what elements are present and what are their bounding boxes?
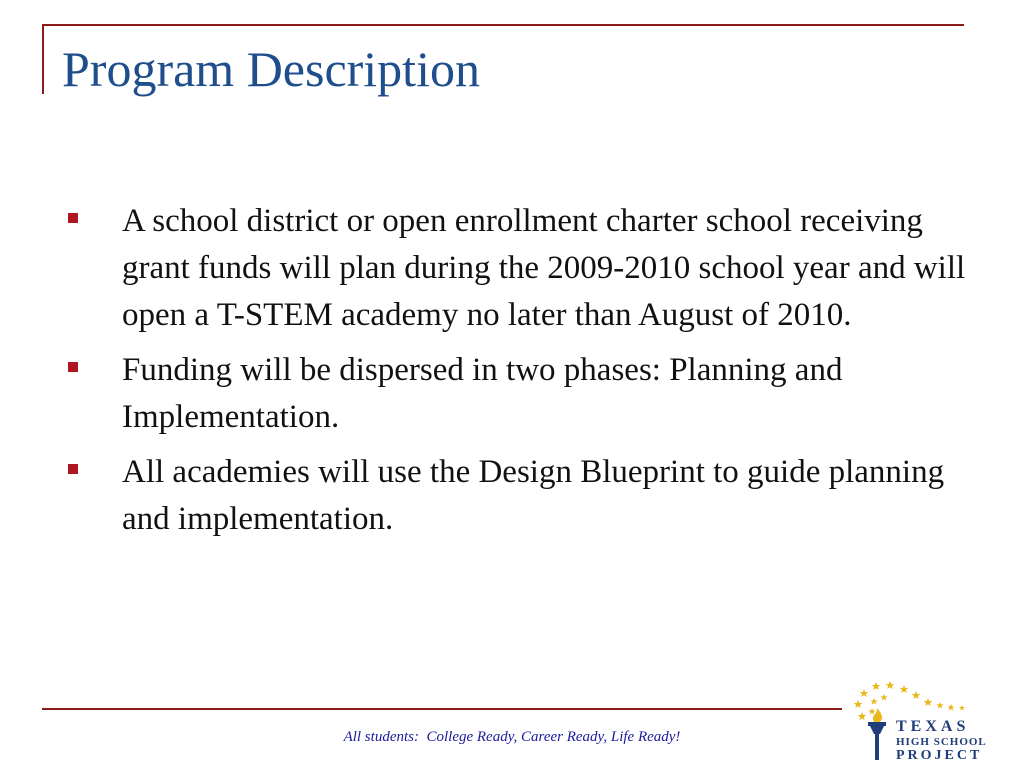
bullet-text: A school district or open enrollment charter school receiving grant funds will plan during the 2009-2010 school year and will open a T-STEM academy no later than August of 2010. [122,203,966,333]
bullet-list [62,198,982,551]
square-bullet-icon [68,213,78,223]
texas-high-school-project-logo [848,676,1008,764]
left-rule [42,24,44,94]
bullet-item [62,198,982,339]
logo-word-project: PROJECT [896,748,983,763]
logo-word-high-school: HIGH SCHOOL [896,736,987,748]
footer-rule [42,708,842,710]
square-bullet-icon [68,464,78,474]
top-rule [42,24,964,26]
slide-title: Program Description [62,41,480,97]
bullet-item [62,449,982,543]
square-bullet-icon [68,362,78,372]
footer-tagline: All students: College Ready, Career Ready, Life Ready! [343,729,681,745]
bullet-text: All academies will use the Design Blueprint to guide planning and implementation. [122,454,945,537]
bullet-item [62,347,982,441]
bullet-text: Funding will be dispersed in two phases: Planning and Implementation. [122,352,843,435]
logo-word-texas: TEXAS [896,718,970,735]
